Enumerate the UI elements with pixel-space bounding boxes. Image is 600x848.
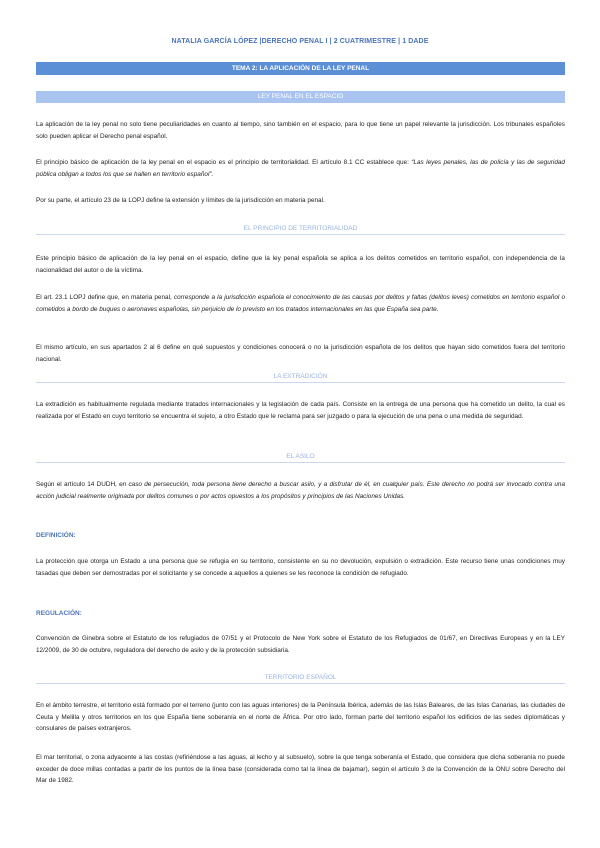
section-heading-territorio-espanol [36, 673, 565, 683]
paragraph: Por su parte, el artículo 23 de la LOPJ define la extensión y límites de la jurisdicción en materia penal. [36, 197, 325, 204]
quote-text: corresponde a la jurisdicción española el conocimiento de las causas por delitos y faltas (delitos leves) cometidos en territorio español o cometidos a bordo de buques o aeronaves españolas, sin perjuicio de lo previsto en los tratados internacionales en las que España sea parte. [36, 294, 565, 313]
paragraph: El mismo artículo, en sus apartados 2 al 6 define en qué supuestos y condiciones conocerá o no la jurisdicción española de los delitos que hayan sido cometidos fuera del territorio nacional. [36, 344, 565, 363]
paragraph: La extradición es habitualmente regulada mediante tratados internacionales y la legislación de cada país. Consiste en la entrega de una persona que ha cometido un delito, la cual es realizada por el Estado en cuyo territorio se encuentra el sujeto, a otro Estado que le reclama para ser juzgado o para la ejecución de una pena o una medida de seguridad. [36, 401, 565, 420]
paragraph-text: El art. 23.1 LOPJ define que, en materia penal, [36, 294, 174, 301]
divider [36, 683, 565, 684]
paragraph-text: El principio básico de aplicación de la ley penal en el espacio es el principio de territorialidad. El artículo 8.1 CC establece que: [36, 159, 412, 166]
paragraph-text: Según el artículo 14 DUDH, [36, 481, 120, 488]
section-heading-extradicion [36, 372, 565, 382]
paragraph: Convención de Ginebra sobre el Estatuto de los refugiados de 07/51 y el Protocolo de New York sobre el Estatuto de los Refugiados de 01/67, en Directivas Europeas y en la LEY 12/2009, de 30 de octubre, reguladora del derecho de asilo y de la protección subsidiaria. [36, 635, 565, 654]
divider [36, 234, 565, 235]
section-heading-text: EL PRINCIPIO DE TERRITORIALIDAD [243, 225, 358, 232]
section-heading-text: EL ASILO [286, 453, 315, 460]
paragraph: El mar territorial, o zona adyacente a las costas (refiriéndose a las aguas, al lecho y al subsuelo), sobre la que tenga soberanía el Estado, que considera que dicha soberanía no puede exceder de doce millas contadas a partir de los puntos de la línea base (considerada como tal la línea de bajamar), según el artículo 3 de la Convención de la ONU sobre Derecho del Mar de 1982. [36, 754, 565, 784]
paragraph [36, 157, 565, 180]
page-title: TEMA 2: LA APLICACIÓN DE LA LEY PENAL [36, 62, 565, 75]
section-heading-territorialidad [36, 224, 565, 234]
subheading-regulacion: REGULACIÓN: [36, 610, 82, 617]
quote-text: “Las leyes penales, las de policía y las de seguridad pública obligan a todos los que se hallen en territorio español”. [36, 159, 565, 178]
section-heading-asilo [36, 452, 565, 462]
divider [36, 382, 565, 383]
paragraph: La aplicación de la ley penal no solo tiene peculiaridades en cuanto al tiempo, sino también en el espacio, para lo que tiene un papel relevante la jurisdicción. Los tribunales españoles solo pueden aplicar el Derecho penal español. [36, 121, 565, 140]
paragraph: Este principio básico de aplicación de la ley penal en el espacio, define que la ley penal española se aplica a los delitos cometidos en territorio español, con independencia de la nacionalidad del autor o de la víctima. [36, 255, 565, 274]
section-heading-text: TERRITORIO ESPAÑOL [264, 674, 337, 681]
page-header: NATALIA GARCÍA LÓPEZ |DERECHO PENAL I | 2 CUATRIMESTRE | 1 DADE [171, 38, 429, 45]
paragraph: La protección que otorga un Estado a una persona que se refugia en su territorio, consistente en su no devolución, expulsión o extradición. Este recurso tiene unas condiciones muy tasadas que deben ser demostradas por el solicitante y se concede a aquellos a quienes se les reconoce la condición de refugiado. [36, 558, 565, 577]
subheading-definicion: DEFINICIÓN: [36, 532, 76, 539]
quote-text: en caso de persecución, toda persona tiene derecho a buscar asilo, y a disfrutar de él, en cualquier país. Este derecho no podrá ser invocado contra una acción judicial realmente originada por delitos comunes o por actos opuestos a los propósitos y principios de las Naciones Unidas. [36, 481, 565, 500]
section-heading-text: LA EXTRADICIÓN [273, 373, 328, 380]
divider [36, 462, 565, 463]
paragraph [36, 479, 565, 502]
paragraph [36, 292, 565, 315]
section-heading-ley-penal-espacio: LEY PENAL EN EL ESPACIO [36, 91, 565, 103]
paragraph: En el ámbito terrestre, el territorio está formado por el terreno (junto con las aguas interiores) de la Península Ibérica, además de las Islas Baleares, de las Islas Canarias, las ciudades de Ceuta y Melilla y otros territorios en los que España tiene soberanía en el norte de África. Por otro lado, forman parte del territorio español los edificios de las sedes diplomáticas y consulares de países extranjeros. [36, 702, 565, 732]
